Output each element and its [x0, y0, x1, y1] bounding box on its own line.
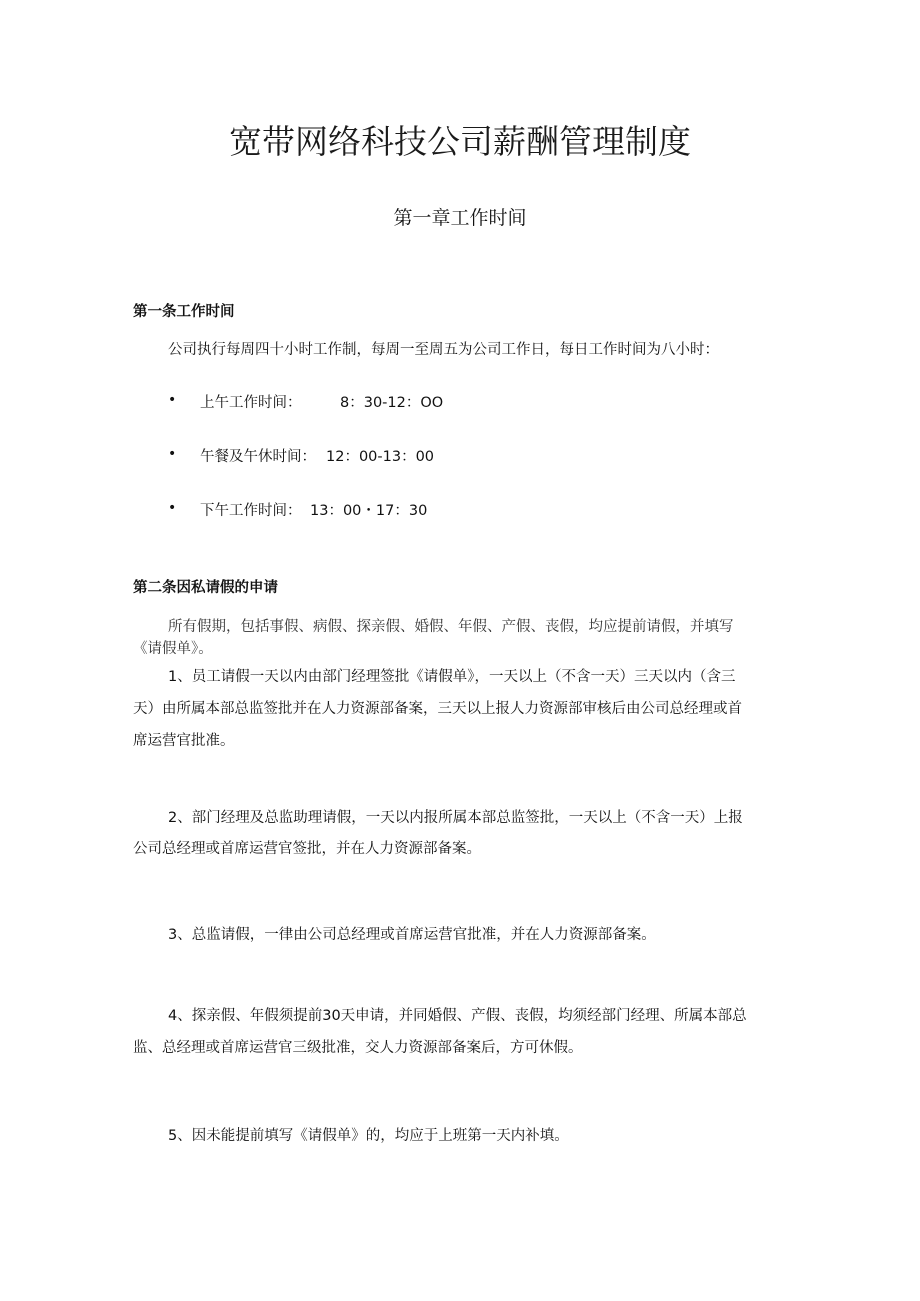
afternoon-hours-label: 下午工作时间： [200, 503, 302, 519]
article-1-intro: 公司执行每周四十小时工作制，每周一至周五为公司工作日，每日工作时间为八小时： [168, 342, 719, 358]
lunch-hours-label: 午餐及午休时间： [200, 449, 316, 465]
lunch-hours-value: 12：00-13：00 [326, 449, 435, 465]
rule-2-line1: 2、部门经理及总监助理请假，一天以内报所属本部总监签批，一天以上（不含一天）上报 [168, 810, 743, 826]
rule-4-line1: 4、探亲假、年假须提前30天申请，并同婚假、产假、丧假，均须经部门经理、所属本部总 [168, 1008, 747, 1024]
morning-hours-value: 8：30-12：OO [340, 395, 444, 411]
article-2-intro-line2: 《请假单》。 [133, 641, 213, 657]
bullet-icon: • [168, 446, 177, 462]
rule-1-line1: 1、员工请假一天以内由部门经理签批《请假单》，一天以上（不含一天）三天以内（含三 [168, 669, 736, 685]
document-title: 宽带网络科技公司薪酬管理制度 [229, 122, 691, 161]
article-2-intro-line1: 所有假期，包括事假、病假、探亲假、婚假、年假、产假、丧假，均应提前请假，并填写 [168, 619, 734, 635]
rule-4-line2: 监、总经理或首席运营官三级批准，交人力资源部备案后，方可休假。 [133, 1040, 583, 1056]
rule-1-line2: 天）由所属本部总监签批并在人力资源部备案，三天以上报人力资源部审核后由公司总经理或首 [133, 701, 742, 717]
morning-hours-label: 上午工作时间： [200, 395, 302, 411]
rule-1-line3: 席运营官批准。 [133, 733, 235, 749]
bullet-icon: • [168, 500, 177, 516]
afternoon-hours-value: 13：00・17：30 [310, 503, 428, 519]
article-1-heading: 第一条工作时间 [133, 304, 235, 320]
rule-5-line1: 5、因未能提前填写《请假单》的，均应于上班第一天内补填。 [168, 1128, 569, 1144]
chapter-heading: 第一章工作时间 [393, 207, 527, 229]
rule-3-line1: 3、总监请假，一律由公司总经理或首席运营官批准，并在人力资源部备案。 [168, 927, 656, 943]
rule-2-line2: 公司总经理或首席运营官签批，并在人力资源部备案。 [133, 841, 481, 857]
article-2-heading: 第二条因私请假的申请 [133, 580, 278, 596]
bullet-icon: • [168, 392, 177, 408]
